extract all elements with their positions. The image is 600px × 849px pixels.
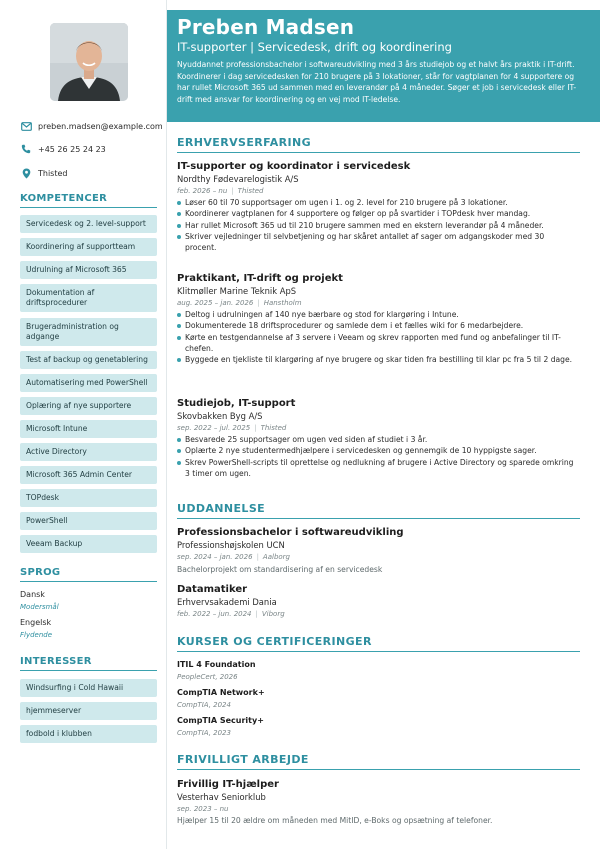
language-level: Flydende (20, 631, 53, 639)
cert-meta: CompTIA, 2024 (177, 701, 231, 709)
language-name: Engelsk (20, 618, 52, 627)
education-location: Viborg (261, 610, 285, 618)
skill-pill: Dokumentation af driftsprocedurer (20, 284, 157, 312)
volunteer-heading: FRIVILLIGT ARBEJDE (177, 753, 580, 770)
skill-pill: Veeam Backup (20, 535, 157, 553)
header-banner (167, 10, 600, 122)
email-text: preben.madsen@example.com (38, 121, 163, 131)
education-period: sep. 2024 – jan. 2026 (177, 553, 253, 561)
languages-heading: SPROG (20, 567, 157, 582)
bullet-item: Deltog i udrulningen af 140 nye bærbare og stod for klargøring i Intune. (177, 309, 577, 320)
job-location: Hanstholm (263, 299, 302, 307)
school-name: Erhvervsakademi Dania (177, 597, 277, 607)
contact-phone (20, 143, 166, 155)
job-location: Thisted (237, 187, 264, 195)
job-org: Nordthy Fødevarelogistik A/S (177, 174, 299, 184)
job-bullets (177, 434, 577, 479)
bullet-item: Oplærte 2 nye studentermedhjælpere i servicedesken og gennemgik de 10 hyppigste sager. (177, 445, 577, 456)
education-heading: UDDANNELSE (177, 502, 580, 519)
skill-pill: TOPdesk (20, 489, 157, 507)
bullet-item: Kørte en testgendannelse af 3 servere i Veeam og skrev rapporten med fund og anbefalinger til IT-chefen. (177, 332, 577, 355)
skill-pill: Microsoft 365 Admin Center (20, 466, 157, 484)
skill-pill: PowerShell (20, 512, 157, 530)
contact-city (20, 167, 166, 179)
skill-pill: Automatisering med PowerShell (20, 374, 157, 392)
job-org: Klitmøller Marine Teknik ApS (177, 286, 297, 296)
interest-pill: fodbold i klubben (20, 725, 157, 743)
skill-pill: Koordinering af supportteam (20, 238, 157, 256)
volunteer-title: Frivillig IT-hjælper (177, 779, 279, 790)
cert-meta: PeopleCert, 2026 (177, 673, 238, 681)
cert-name: ITIL 4 Foundation (177, 660, 256, 669)
job-bullets (177, 309, 577, 365)
education-meta: feb. 2022 – jun. 2024 | Viborg (177, 610, 285, 618)
volunteer-org: Vesterhav Seniorklub (177, 792, 266, 802)
skill-pill: Microsoft Intune (20, 420, 157, 438)
bullet-item: Skriver vejledninger til selvbetjening og har skåret antallet af sager om adgangskoder med 30 procent. (177, 231, 577, 254)
person-name: Preben Madsen (177, 15, 355, 39)
skill-pill: Servicedesk og 2. level-support (20, 215, 157, 233)
language-name: Dansk (20, 590, 45, 599)
experience-heading: ERHVERVSERFARING (177, 136, 580, 153)
cert-name: CompTIA Security+ (177, 716, 264, 725)
job-title: IT-supporter og koordinator i servicedesk (177, 161, 411, 172)
education-meta: sep. 2024 – jan. 2026 | Aalborg (177, 553, 290, 561)
interests-heading: INTERESSER (20, 656, 157, 671)
profile-photo (50, 23, 128, 101)
skills-heading: KOMPETENCER (20, 193, 157, 208)
skill-pill: Test af backup og genetablering (20, 351, 157, 369)
cert-name: CompTIA Network+ (177, 688, 265, 697)
bullet-item: Koordinerer vagtplanen for 4 supportere og følger op på svartider i TOPdesk hver mandag. (177, 208, 577, 219)
bullet-item: Har rullet Microsoft 365 ud til 210 brugere sammen med en ekstern leverandør på 4 måneder. (177, 220, 577, 231)
person-role: IT-supporter | Servicedesk, drift og koordinering (177, 40, 452, 54)
bullet-item: Skrev PowerShell-scripts til oprettelse og nedlukning af brugere i Active Directory og sparede omkring 3 timer om ugen. (177, 457, 577, 480)
bullet-item: Byggede en tjekliste til klargøring af nye brugere og skar tiden fra bestilling til klar pc fra 5 til 2 dage. (177, 354, 577, 365)
phone-text: +45 26 25 24 23 (38, 144, 106, 154)
bullet-item: Dokumenterede 18 driftsprocedurer og samlede dem i et fælles wiki for 6 medarbejdere. (177, 320, 577, 331)
city-text: Thisted (38, 168, 68, 178)
job-period: sep. 2022 – jul. 2025 (177, 424, 251, 432)
bullet-item: Løser 60 til 70 supportsager om ugen i 1. og 2. level for 210 brugere på 3 lokationer. (177, 197, 577, 208)
job-org: Skovbakken Byg A/S (177, 411, 263, 421)
certifications-heading: KURSER OG CERTIFICERINGER (177, 635, 580, 652)
education-note: Bachelorprojekt om standardisering af en servicedesk (177, 565, 383, 574)
profile-summary: Nyuddannet professionsbachelor i softwareudvikling med 3 års studiejob og et halvt års praktik i IT-drift. Koordinerer i dag servicedesken for 210 brugere på 3 lokationer, står for vagtplanen for 4 supportere og har rullet Microsoft 365 ud sammen med en leverandør på 4 måneder. Søger et job i servicedesk eller IT-drift med ansvar for koordinering og en vej mod IT-ledelse. (177, 60, 577, 104)
skill-pill: Active Directory (20, 443, 157, 461)
education-period: feb. 2022 – jun. 2024 (177, 610, 252, 618)
job-meta: feb. 2026 – nu | Thisted (177, 187, 264, 195)
job-title: Praktikant, IT-drift og projekt (177, 273, 343, 284)
mail-icon (20, 120, 32, 132)
volunteer-text: Hjælper 15 til 20 ældre om måneden med MitID, e-Boks og opsætning af telefoner. (177, 816, 493, 825)
phone-icon (20, 143, 32, 155)
job-period: aug. 2025 – jan. 2026 (177, 299, 254, 307)
interest-pill: hjemmeserver (20, 702, 157, 720)
school-name: Professionshøjskolen UCN (177, 540, 285, 550)
skill-pill: Brugeradministration og adgange (20, 318, 157, 346)
degree-title: Datamatiker (177, 584, 248, 595)
skill-pill: Udrulning af Microsoft 365 (20, 261, 157, 279)
job-meta: sep. 2022 – jul. 2025 | Thisted (177, 424, 287, 432)
job-location: Thisted (260, 424, 287, 432)
job-title: Studiejob, IT-support (177, 398, 296, 409)
bullet-item: Besvarede 25 supportsager om ugen ved siden af studiet i 3 år. (177, 434, 577, 445)
contact-email (20, 120, 166, 132)
interest-pill: Windsurfing i Cold Hawaii (20, 679, 157, 697)
skill-pill: Oplæring af nye supportere (20, 397, 157, 415)
education-location: Aalborg (262, 553, 290, 561)
job-period: feb. 2026 – nu (177, 187, 228, 195)
job-meta: aug. 2025 – jan. 2026 | Hanstholm (177, 299, 302, 307)
cert-meta: CompTIA, 2023 (177, 729, 231, 737)
sidebar-divider (166, 0, 167, 849)
language-level: Modersmål (20, 603, 59, 611)
degree-title: Professionsbachelor i softwareudvikling (177, 527, 404, 538)
location-pin-icon (20, 167, 32, 179)
volunteer-period: sep. 2023 – nu (177, 805, 229, 813)
job-bullets (177, 197, 577, 253)
